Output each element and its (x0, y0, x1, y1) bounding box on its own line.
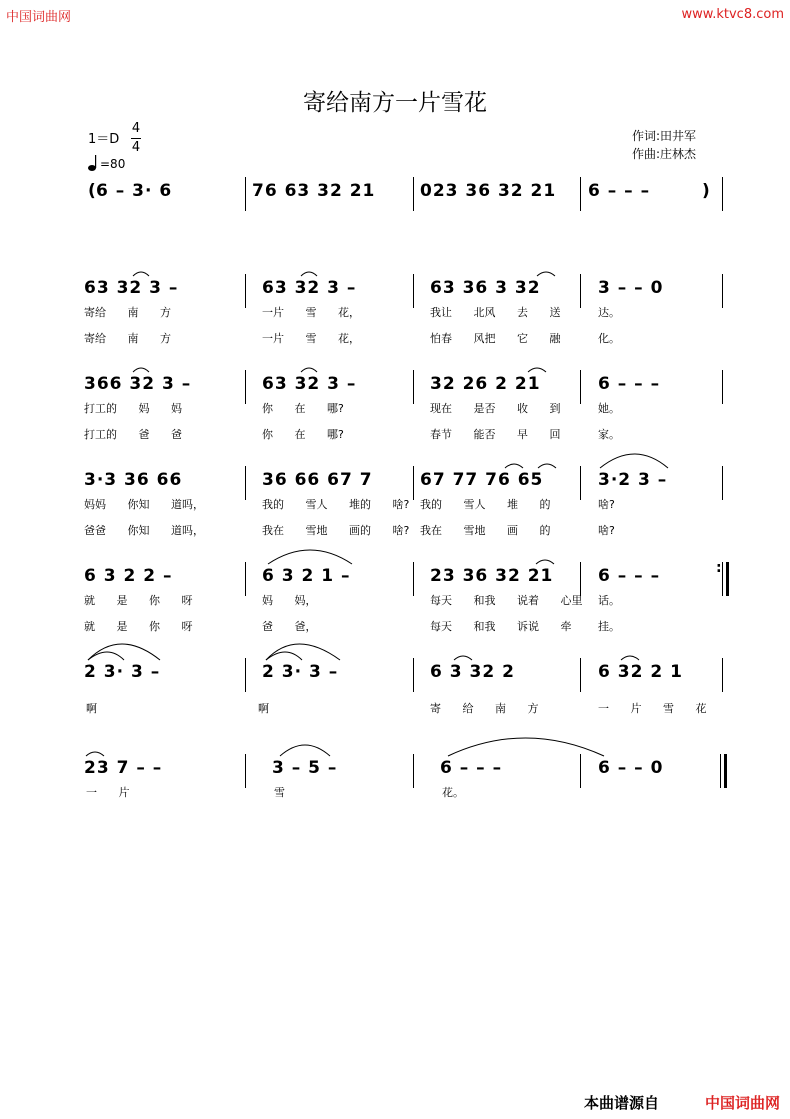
barline (580, 658, 581, 692)
measure: 366 32 3 – (84, 374, 192, 394)
lyric-v1: 一 片 (86, 786, 130, 799)
barline (245, 658, 246, 692)
lyric-v1: 她。 (598, 402, 620, 415)
measure: 63 32 3 – (262, 374, 357, 394)
barline (722, 177, 723, 211)
lyric-v1: 打工的 妈 妈 (84, 402, 182, 415)
repeat-dots: : (716, 560, 722, 576)
lyric-v1: 啥? (598, 498, 615, 511)
lyric-v2: 怕春 风把 它 融 (430, 332, 561, 345)
measure: 63 32 3 – (262, 278, 357, 298)
barline (722, 370, 723, 404)
slur (301, 272, 317, 276)
measure: 6 3 2 1 – (262, 566, 351, 586)
lyric-v1: 一片 雪 花， (262, 306, 360, 319)
lyric-v1: 我的 雪人 堆 的 (420, 498, 551, 511)
barline (413, 274, 414, 308)
lyric-v1: 妈 妈， (262, 594, 317, 607)
measure: 6 3 2 2 – (84, 566, 173, 586)
lyric-v1: 我的 雪人 堆的 啥? (262, 498, 410, 511)
measure: 36 66 67 7 (262, 470, 373, 490)
lyric-v2: 就 是 你 呀 (84, 620, 193, 633)
watermark-left: 中国词曲网 (6, 10, 72, 25)
barline (413, 658, 414, 692)
measure: 23 36 32 21 (430, 566, 554, 586)
barline (413, 466, 414, 500)
slur (538, 464, 556, 468)
barline (245, 562, 246, 596)
key-signature: 1＝D (88, 132, 120, 147)
lyric-v1: 达。 (598, 306, 620, 319)
lyric-v1: 寄 给 南 方 (430, 702, 539, 715)
measure: 32 26 2 21 (430, 374, 541, 394)
barline (722, 562, 723, 596)
final-barline (724, 754, 727, 788)
time-signature (131, 120, 141, 157)
lyric-v2: 啥? (598, 524, 615, 537)
watermark-right: www.ktvc8.com (681, 7, 784, 22)
lyric-v2: 春节 能否 早 回 (430, 428, 561, 441)
lyric-v2: 挂。 (598, 620, 620, 633)
lyric-v1: 现在 是否 收 到 (430, 402, 561, 415)
barline (245, 754, 246, 788)
measure: 67 77 76 65 (420, 470, 544, 490)
time-sig-top: 4 (131, 121, 141, 136)
measure: 6 – – 0 (598, 758, 664, 778)
lyric-v1: 寄给 南 方 (84, 306, 171, 319)
lyric-v2: 你 在 哪? (262, 428, 344, 441)
lyric-v1: 我让 北风 去 送 (430, 306, 561, 319)
slur (88, 652, 124, 660)
lyric-v1: 花。 (442, 786, 464, 799)
slur (266, 652, 302, 660)
measure: 6 3 32 2 (430, 662, 515, 682)
barline (245, 370, 246, 404)
lyric-v2: 寄给 南 方 (84, 332, 171, 345)
lyric-v1: 每天 和我 说着 心里 (430, 594, 583, 607)
quarter-note-icon (88, 154, 100, 176)
measure: 3 – 5 – (272, 758, 338, 778)
lyric-v1: 就 是 你 呀 (84, 594, 193, 607)
intro-measure-3: 023 36 32 21 (420, 181, 557, 201)
lyric-v1: 啊 (86, 702, 97, 715)
lyricist: 作词:田井军 (632, 129, 697, 143)
barline (580, 274, 581, 308)
slur (454, 656, 472, 660)
slur (537, 272, 555, 276)
lyric-v1: 一 片 雪 花 (598, 702, 707, 715)
slur (133, 272, 149, 276)
lyric-v1: 你 在 哪? (262, 402, 344, 415)
slur (280, 745, 330, 756)
measure: 6 32 2 1 (598, 662, 683, 682)
intro-measure-2: 76 63 32 21 (252, 181, 376, 201)
measure: 3·3 36 66 (84, 470, 183, 490)
measure: 3 – – 0 (598, 278, 664, 298)
barline (413, 370, 414, 404)
intro-open-paren: ( (88, 181, 97, 201)
footer-site: 中国词曲网 (704, 1094, 780, 1112)
lyric-v2: 家。 (598, 428, 620, 441)
barline (722, 658, 723, 692)
measure: 6 – – – (440, 758, 503, 778)
time-sig-bottom: 4 (131, 140, 141, 155)
slur (505, 464, 523, 468)
measure: 23 7 – – (84, 758, 163, 778)
lyric-v2: 我在 雪地 画 的 (420, 524, 551, 537)
measure: 6 – – – (598, 566, 661, 586)
slur (133, 368, 149, 372)
tempo-marking: =80 (100, 157, 126, 171)
barline (720, 754, 721, 788)
barline (580, 754, 581, 788)
barline (413, 177, 414, 211)
lyric-v2: 爸 爸， (262, 620, 317, 633)
barline (580, 177, 581, 211)
lyric-v2: 化。 (598, 332, 620, 345)
slur (600, 454, 668, 468)
measure: 63 36 3 32 (430, 278, 541, 298)
slur (88, 644, 160, 660)
lyric-v2: 我在 雪地 画的 啥? (262, 524, 410, 537)
barline (580, 562, 581, 596)
lyric-v2: 爸爸 你知 道吗， (84, 524, 204, 537)
lyric-v2: 每天 和我 诉说 牵 (430, 620, 572, 633)
barline (413, 754, 414, 788)
barline (245, 466, 246, 500)
barline (580, 370, 581, 404)
slur (301, 368, 317, 372)
barline-thick (726, 562, 729, 596)
measure: 2 3· 3 – (262, 662, 339, 682)
measure: 2 3· 3 – (84, 662, 161, 682)
barline (722, 466, 723, 500)
barline (245, 177, 246, 211)
slur (266, 644, 340, 660)
barline (722, 274, 723, 308)
lyric-v1: 话。 (598, 594, 620, 607)
page-title: 寄给南方一片雪花 (303, 90, 487, 116)
lyric-v2: 打工的 爸 爸 (84, 428, 182, 441)
footer-source: 本曲谱源自 (584, 1094, 660, 1112)
lyric-v1: 雪 (274, 786, 285, 799)
slur (86, 752, 104, 756)
slur (528, 368, 546, 372)
measure: 63 32 3 – (84, 278, 179, 298)
measure: 6 – – – (598, 374, 661, 394)
intro-measure-1: 6 – 3· 6 (96, 181, 173, 201)
slur (621, 656, 639, 660)
measure: 3·2 3 – (598, 470, 668, 490)
composer: 作曲:庄林杰 (632, 147, 697, 161)
intro-close-paren: ) (702, 181, 711, 201)
barline (245, 274, 246, 308)
slur (536, 560, 554, 564)
slur (268, 550, 352, 564)
lyric-v1: 啊 (258, 702, 269, 715)
barline (413, 562, 414, 596)
barline (580, 466, 581, 500)
lyric-v2: 一片 雪 花， (262, 332, 360, 345)
lyric-v1: 妈妈 你知 道吗， (84, 498, 204, 511)
intro-measure-4: 6 – – – (588, 181, 651, 201)
